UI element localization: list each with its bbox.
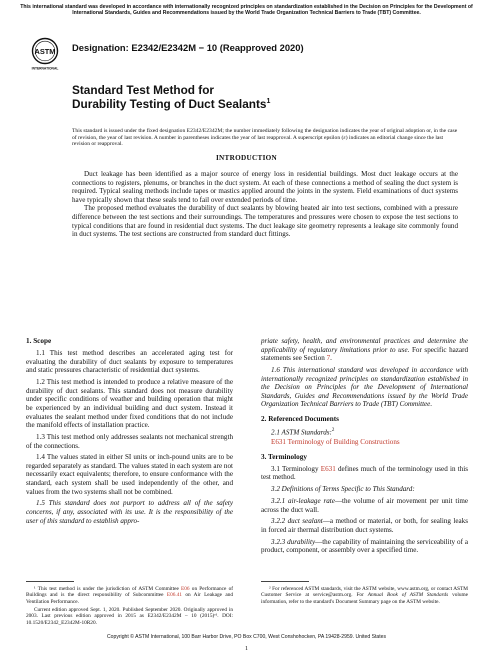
committee-e06-link[interactable]: E06 [181,586,190,592]
term-durability: 3.2.3 durability [271,537,316,546]
standard-note: This standard is issued under the fixed designation E2342/E2342M; the number immediately following the designation indicates the year of original adoption or, in the case of revision, the year of last revision. A number in parentheses indicates the year of last reapproval. A superscript epsilon (ε) indicates an editorial change since the last revision or reapproval. [72,128,458,147]
title-footnote-marker: 1 [266,97,271,105]
left-column [26,337,233,626]
footnote-1-text-mid: on Performance of Buildings and is the direct responsibility of Subcommittee [26,586,233,599]
introduction-body [72,170,458,239]
paragraph-1-6 [261,366,468,409]
page-number: 1 [244,645,249,652]
definition-text: —the volume of air movement per unit time across the duct wall. [261,497,468,514]
footnote-block [26,586,233,626]
scope-heading: 1. Scope [26,337,52,345]
paragraph-1-5-continued [261,337,468,363]
logo-text: ASTM [34,46,56,56]
title-line-1: Standard Test Method for [72,83,215,97]
definition-text: —a method or material, or both, for sealing leaks in forced air thermal distribution duct systems. [261,517,468,534]
subcommittee-e06-41-link[interactable]: E06.41 [166,592,182,599]
paragraph-1-2: 1.2 This test method is intended to produce a relative measure of the durability of duct sealants. This standard does not measure durability under specific conditions of weather and building operation that might be experienced by an individual building and duct system. Instead it evaluates the sealant method under fixed conditions that do not include the manifold effects of installation practice. [26,378,233,430]
footnote-1 [26,586,233,605]
wto-notice: This international standard was developed in accordance with internationally recognized principles on standardization established in the Decision on Principles for the Development of International Standards, Guides and Recommendations issued by the World Trade Organization Technical Barriers to Trade (TBT) Committee. [20,4,473,17]
reference-e631 [261,438,468,447]
definition-text: —the capability of maintaining the serviceability of a product, component, or assembly over a specified time. [261,537,468,555]
paragraph-1-6-text: 1.6 This international standard was developed in accordance with internationally recognized principles on standardization established in the Decision on Principles for the Development of International Standards, Guides and Recommendations issued by the World Trade Organization Technical Barriers to Trade (TBT) Committee. [261,365,468,409]
paragraph-3-2 [261,485,468,494]
paragraph-2-1 [261,427,468,437]
title-line-2 [72,98,432,112]
definition-air-leakage-rate [261,497,468,514]
paragraph-1-5-cont-text: priate safety, health, and environmental practices and determine the applicability of regulatory limitations prior to use. [261,337,468,354]
footnote-1-text-end: on Air Leakage and Ventilation Performance. [26,592,233,605]
introduction-heading: INTRODUCTION [215,154,278,162]
logo-subtext: INTERNATIONAL [31,66,59,71]
document-title [72,84,432,111]
terminology-heading: 3. Terminology [261,452,307,461]
hazard-statement-end: . [330,354,332,363]
paragraph-1-5-text: 1.5 This standard does not purport to address all of the safety concerns, if any, associated with its use. It is the responsibility of the user of this standard to establish appro- [26,499,233,525]
definition-durability [261,538,468,555]
footnote-2-italic: Annual Book of ASTM Standards [367,592,449,599]
right-column [261,337,469,605]
paragraph-3-1 [261,465,468,482]
referenced-documents-heading: 2. Referenced Documents [261,414,339,423]
introduction-paragraph: The proposed method evaluates the durability of duct sealants by blowing heated air into test sections, combined with a pressure difference between the test sections and their surroundings. The temperatures and pressures were chosen to expose the test sections to typical conditions that are found in residential duct systems. The duct leakage site geometry represents a leakage site commonly found in duct systems. The test sections are constructed from standard duct fittings. [72,204,458,239]
title-text: Durability Testing of Duct Sealants [72,96,267,111]
right-footnotes [261,581,468,607]
e631-link[interactable]: E631 [271,438,286,447]
paragraph-3-1-text: 3.1 Terminology [271,464,321,473]
term-air-leakage-rate: 3.2.1 air-leakage rate [271,497,335,506]
paragraph-1-4: 1.4 The values stated in either SI units or inch-pound units are to be regarded separately as standard. The values stated in each system are not necessarily exact equivalents; therefore, to ensure conformance with the standard, each system shall be used independently of the other, and values from the two systems shall not be combined. [26,453,233,496]
paragraph-1-1: 1.1 This test method describes an accelerated aging test for evaluating the durability of duct sealants by exposure to temperatures and static pressures characteristic of residential duct systems. [26,349,233,375]
e631-terminology-link[interactable]: E631 [320,464,336,473]
paragraph-1-5 [26,499,233,525]
designation: Designation: E2342/E2342M − 10 (Reapproved 2020) [72,42,304,53]
footnote-2-post: volume information, refer to the standard's Document Summary page on the ASTM website. [261,592,468,605]
footnote-rule [26,581,74,582]
footnote-edition: Current edition approved Sept. 1, 2020. Published September 2020. Originally approved in 2003. Last previous edition approved in 2015 as E2342/E2342M – 10 (2015)ᵉ¹. DOI: 10.1520/E2342_E2342M-10R20. [26,606,233,626]
footnote-2-marker: 2 [331,428,335,434]
astm-logo [30,37,60,71]
footnote-1-text: ¹ This test method is under the jurisdiction of ASTM Committee [34,586,182,592]
paragraph-3-2-text: 3.2 Definitions of Terms Specific to This Standard: [271,485,415,494]
e631-title-link[interactable]: Terminology of Building Constructions [287,438,400,447]
footnote-2-pre: ² For referenced ASTM standards, visit the ASTM website, www.astm.org, or contact ASTM Customer Service at service@astm.org. For [261,586,468,599]
paragraph-2-1-text: 2.1 ASTM Standards: [271,428,332,437]
footnote-rule [261,581,309,582]
paragraph-3-1-end: defines much of the terminology used in this test method. [261,464,469,482]
paragraph-1-3: 1.3 This test method only addresses sealants not mechanical strength of the connections. [26,432,233,450]
footnote-2 [261,586,468,605]
introduction-paragraph: Duct leakage has been identified as a major source of energy loss in residential buildings. Most duct leakage occurs at the connections to registers, plenums, or branches in the duct system. At each of these connections a method of sealing the duct system is required. Typical sealing methods include tapes or mastics applied around the joints in the system. Field examinations of duct systems have typically shown that these seals tend to fail over extended periods of time. [72,170,458,204]
footnote-2-text [261,586,468,605]
astm-logo-icon [30,37,60,71]
section-7-link[interactable]: 7 [326,354,331,363]
term-duct-sealant: 3.2.2 duct sealant [271,517,323,526]
copyright-line: Copyright © ASTM International, 100 Barr Harbor Drive, PO Box C700, West Conshohocken, PA 19428-2959. United States [106,634,387,640]
hazard-statement-text: For specific hazard statements see Section [261,345,468,363]
left-footnotes [26,581,233,628]
definition-duct-sealant [261,517,468,534]
